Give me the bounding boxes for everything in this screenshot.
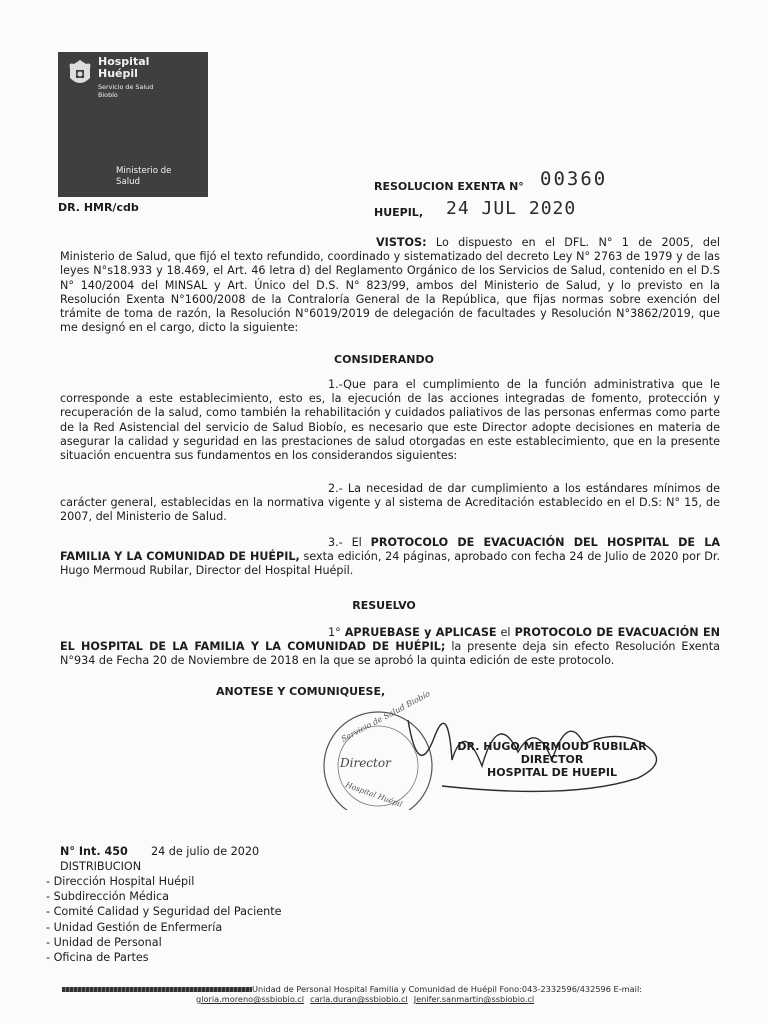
list-item: - Unidad de Personal: [46, 935, 162, 949]
internal-date: 24 de julio de 2020: [150, 845, 260, 858]
logo-service: Servicio de Salud Biobío: [98, 83, 154, 99]
resuelvo-item-1: 1° APRUEBASE y APLICASE el PROTOCOLO DE EVACUACIÓN EN EL HOSPITAL DE LA FAMILIA Y LA COMUNIDAD DE HUÉPIL; la presente deja sin efecto Resolución Exenta N°934 de Fecha 20 de Noviembre de 2018 en la que se aprobó la quinta edición de este protocolo.: [60, 626, 721, 668]
footer-contact: Unidad de Personal Hospital Familia y Comunidad de Huépil Fono:043-2332596/432596 E-mail:: [252, 984, 642, 994]
considerando-item-3: 3.- El PROTOCOLO DE EVACUACIÓN DEL HOSPITAL DE LA FAMILIA Y LA COMUNIDAD DE HUÉPIL, sexta edición, 24 páginas, aprobado con fecha 24 de Julio de 2020 por Dr. Hugo Mermoud Rubilar, Director del Hospital Huépil.: [60, 536, 721, 578]
distribution-block: [60, 844, 259, 874]
considerando-item-2: 2.- La necesidad de dar cumplimiento a los estándares mínimos de carácter general, establecidas en la normativa vigente y al sistema de Acreditación establecido en el D.S: N° 15, de 2007, del Ministerio de Salud.: [60, 482, 720, 524]
signatory-org: HOSPITAL DE HUEPIL: [487, 766, 617, 779]
logo-hospital-name: Hospital Huépil: [98, 55, 150, 80]
list-item: - Oficina de Partes: [46, 951, 149, 965]
resolution-number: 00360: [540, 168, 608, 190]
stamp-top-text: Servicio de Salud Biobío: [339, 689, 432, 744]
reference-code: DR. HMR/cdb: [58, 201, 139, 214]
handwritten-date: 24 JUL 2020: [446, 198, 577, 219]
closing-text: ANOTESE Y COMUNIQUESE,: [216, 685, 386, 698]
resuelvo-protocol-title: PROTOCOLO DE EVACUACIÓN EN EL HOSPITAL DE LA FAMILIA Y LA COMUNIDAD DE HUÉPIL;: [60, 626, 721, 654]
footer-email-2[interactable]: carla.duran@ssbiobio.cl: [310, 994, 408, 1004]
footer-rule: [62, 987, 252, 992]
hospital-logo: [58, 52, 208, 197]
vistos-label: VISTOS:: [376, 236, 427, 249]
list-item: - Comité Calidad y Seguridad del Paciente: [46, 905, 282, 919]
footer: [196, 984, 642, 1004]
place-label: HUEPIL,: [374, 206, 423, 219]
resuelvo-heading: RESUELVO: [352, 599, 416, 612]
vistos-text: Lo dispuesto en el DFL. N° 1 de 2005, del Ministerio de Salud, que fijó el texto refundido, coordinado y sistematizado del decreto Ley N° 2763 de 1979 y de las leyes N°s18.933 y 18.469, el Art. 46 letra d) del Reglamento Orgánico de los Servicios de Salud, contenido en el D.S N° 140/2004 del MINSAL y Art. Único del D.S. N° 823/99, ambos del Ministerio de Salud, y lo previsto en la Resolución Exenta N°1600/2008 de la Contraloría General de la República, que fijas normas sobre exención del trámite de toma de razón, la Resolución N°6019/2019 de delegación de facultades y Resolución N°3862/2019, que me designó en el cargo, dicto la siguiente:: [60, 236, 720, 335]
signatory-title: DIRECTOR: [520, 753, 584, 766]
considerando-heading: CONSIDERANDO: [334, 353, 434, 366]
distribution-list: [46, 874, 282, 965]
footer-email-3[interactable]: Jenifer.sanmartin@ssbiobio.cl: [413, 994, 535, 1004]
stamp-bottom-text: Hospital Huépil: [344, 780, 404, 809]
protocol-title: PROTOCOLO DE EVACUACIÓN DEL HOSPITAL DE LA FAMILIA Y LA COMUNIDAD DE HUÉPIL,: [60, 536, 720, 564]
vistos-paragraph: [60, 236, 720, 335]
list-item: - Subdirección Médica: [46, 890, 169, 904]
logo-ministry: Ministerio de Salud: [116, 166, 172, 187]
signatory-block: [440, 740, 664, 779]
list-item: - Dirección Hospital Huépil: [46, 875, 195, 888]
considerando-item-1: 1.-Que para el cumplimiento de la función administrativa que le corresponde a este establecimiento, esto es, la ejecución de las acciones integradas de fomento, protección y recuperación de la salud, como también la rehabilitación y cuidados paliativos de las personas enfermas como parte de la Red Asistencial del servicio de Salud Biobío, es necesario que este Director adopte decisiones en materia de asegurar la calidad y seguridad en las prestaciones de salud otorgadas en este establecimiento, que en la presente situación encuentra sus fundamentos en los considerandos siguientes:: [60, 378, 720, 463]
list-item: - Unidad Gestión de Enfermería: [46, 920, 223, 934]
resolution-label: RESOLUCION EXENTA N°: [374, 180, 524, 193]
coat-of-arms-icon: [64, 58, 96, 90]
stamp-center: Director: [340, 756, 391, 770]
internal-number: N° Int. 450: [60, 845, 128, 858]
signatory-name: DR. HUGO MERMOUD RUBILAR: [457, 740, 647, 753]
footer-email-1[interactable]: gloria.moreno@ssbiobio.cl: [196, 994, 305, 1004]
distribution-heading: DISTRIBUCION: [60, 860, 142, 874]
